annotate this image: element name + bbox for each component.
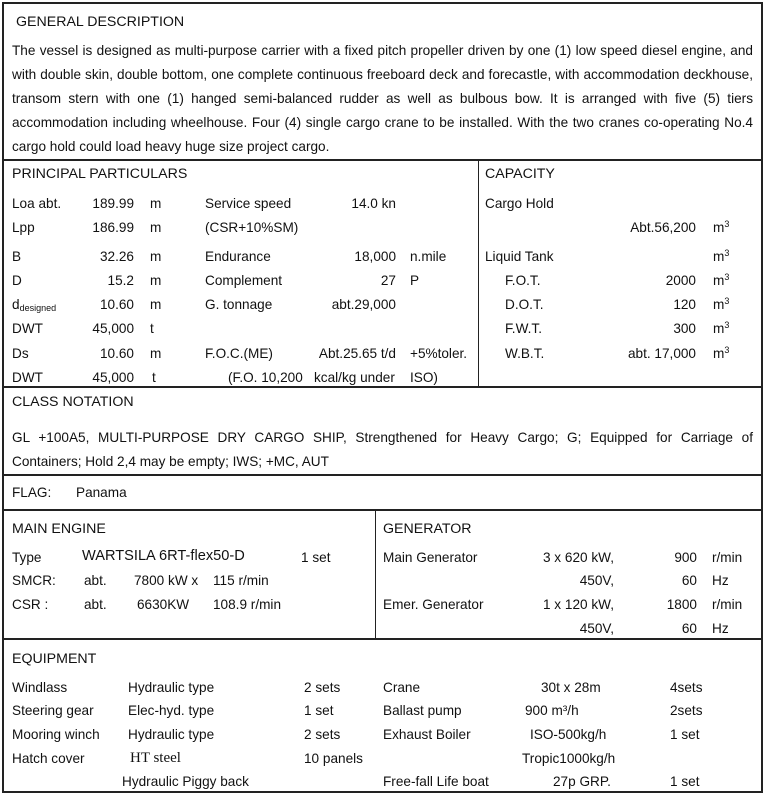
dwt-value: 45,000: [92, 321, 134, 336]
liquid-tank-unit: $m^3$: [713, 248, 730, 264]
main-generator-rpm-unit: r/min: [712, 550, 743, 565]
b-unit: m: [150, 249, 162, 264]
foc-tolerance: +5%toler.: [410, 346, 468, 361]
csr-rpm: 108.9 r/min: [213, 597, 282, 612]
hatch-cover-label: Hatch cover: [12, 751, 85, 766]
lpp-label: Lpp: [12, 220, 35, 235]
smcr-power: 7800 kW x: [134, 573, 199, 588]
d-label: D: [12, 273, 22, 288]
foc-label: F.O.C.(ME): [205, 346, 273, 361]
main-engine-heading: MAIN ENGINE: [12, 521, 106, 537]
section-divider: [478, 159, 479, 386]
endurance-value: 18,000: [354, 249, 396, 264]
class-notation-text: GL +100A5, MULTI-PURPOSE DRY CARGO SHIP, Strengthened for Heavy Cargo; G; Equipped for Carriage of Containers; Hold 2,4 may be empty; IWS; +MC, AUT: [12, 430, 753, 469]
generator-heading: GENERATOR: [383, 521, 472, 537]
lifeboat-qty: 1 set: [670, 774, 700, 789]
dot-value: 120: [673, 297, 696, 312]
smcr-label: SMCR:: [12, 573, 56, 588]
main-generator-hz: 60: [681, 573, 697, 588]
class-notation-heading: CLASS NOTATION: [12, 394, 134, 410]
complement-unit: P: [410, 273, 420, 288]
crane-qty: 4sets: [670, 680, 703, 695]
crane-spec: 30t x 28m: [541, 680, 601, 695]
dwt-label: DWT: [12, 321, 43, 336]
ballast-pump-qty: 2sets: [670, 703, 703, 718]
d-value: 15.2: [107, 273, 134, 288]
lifeboat-label: Free-fall Life boat: [383, 774, 489, 789]
lpp-value: 186.99: [92, 220, 134, 235]
capacity-heading: CAPACITY: [485, 166, 555, 182]
steering-gear-label: Steering gear: [12, 703, 94, 718]
steering-gear-qty: 1 set: [304, 703, 334, 718]
service-speed-value: 14.0 kn: [351, 196, 396, 211]
smcr-rpm: 115 r/min: [213, 573, 269, 588]
endurance-unit: n.mile: [410, 249, 447, 264]
csr-label: CSR :: [12, 597, 49, 612]
exhaust-boiler-label: Exhaust Boiler: [383, 727, 471, 742]
d-designed-main: d: [12, 297, 20, 312]
d-designed-value: 10.60: [99, 297, 134, 312]
emergency-generator-rpm: 1800: [666, 597, 697, 612]
windlass-label: Windlass: [12, 680, 68, 695]
service-speed-note: (CSR+10%SM): [205, 220, 299, 235]
d-designed-unit: m: [150, 297, 162, 312]
flag-value: Panama: [76, 485, 127, 500]
foc-value: Abt.25.65 t/d: [318, 346, 396, 361]
main-generator-rpm: 900: [674, 550, 697, 565]
d-designed-label: [12, 297, 56, 313]
liquid-tank-label: Liquid Tank: [485, 249, 554, 264]
particulars-capacity-section: [4, 159, 761, 388]
d-unit: m: [150, 273, 162, 288]
crane-label: Crane: [383, 680, 421, 695]
smcr-abt: abt.: [84, 573, 107, 588]
loa-value: 189.99: [92, 196, 134, 211]
section-divider: [375, 509, 376, 638]
csr-power: 6630KW: [137, 597, 190, 612]
cargo-hold-value: Abt.56,200: [630, 220, 696, 235]
main-generator-label: Main Generator: [383, 550, 478, 565]
fo-condition-2: kcal/kg under: [314, 370, 395, 385]
windlass-qty: 2 sets: [304, 680, 341, 695]
csr-abt: abt.: [84, 597, 107, 612]
emergency-generator-spec: 1 x 120 kW,: [542, 597, 614, 612]
general-description-heading: GENERAL DESCRIPTION: [16, 14, 185, 30]
hatch-cover-type: HT steel: [130, 750, 181, 766]
main-generator-spec: 3 x 620 kW,: [542, 550, 614, 565]
emergency-generator-rpm-unit: r/min: [712, 597, 743, 612]
equipment-section: [4, 638, 761, 791]
cargo-hold-label: Cargo Hold: [485, 196, 554, 211]
ds-label: Ds: [12, 346, 29, 361]
principal-particulars-heading: PRINCIPAL PARTICULARS: [12, 166, 188, 182]
b-label: B: [12, 249, 22, 264]
service-speed-label: Service speed: [205, 196, 292, 211]
mooring-winch-label: Mooring winch: [12, 727, 100, 742]
b-value: 32.26: [99, 249, 134, 264]
ds-unit: m: [150, 346, 162, 361]
main-generator-volt: 450V,: [579, 573, 614, 588]
class-notation-section: [4, 386, 761, 476]
fwt-unit: $m^3$: [713, 320, 730, 336]
dwt-unit: t: [150, 321, 154, 336]
exhaust-boiler-spec-2: Tropic1000kg/h: [522, 751, 616, 766]
emergency-generator-hz-unit: Hz: [712, 621, 729, 636]
spec-sheet: [2, 2, 763, 793]
exhaust-boiler-spec: ISO-500kg/h: [530, 727, 607, 742]
d-designed-sub: designed: [19, 303, 57, 313]
complement-value: 27: [380, 273, 396, 288]
dwt-ds-label: DWT: [12, 370, 43, 385]
hatch-cover-qty: 10 panels: [304, 751, 363, 766]
fo-condition-3: ISO): [410, 370, 438, 385]
emergency-generator-volt: 450V,: [579, 621, 614, 636]
lpp-unit: m: [150, 220, 162, 235]
flag-label: FLAG:: [12, 485, 52, 500]
emergency-generator-label: Emer. Generator: [383, 597, 484, 612]
main-generator-hz-unit: Hz: [712, 573, 729, 588]
fwt-label: F.W.T.: [505, 321, 543, 336]
dot-label: D.O.T.: [505, 297, 544, 312]
endurance-label: Endurance: [205, 249, 271, 264]
general-description-section: [4, 4, 761, 161]
dwt-ds-value: 45,000: [92, 370, 134, 385]
flag-section: [4, 474, 761, 511]
engine-type-label: Type: [12, 550, 42, 565]
complement-label: Complement: [205, 273, 283, 288]
mooring-winch-type: Hydraulic type: [128, 727, 215, 742]
wbt-unit: $m^3$: [713, 345, 730, 361]
cargo-hold-unit: $m^3$: [713, 219, 730, 235]
wbt-label: W.B.T.: [505, 346, 545, 361]
gross-tonnage-value: abt.29,000: [331, 297, 396, 312]
engine-generator-section: [4, 509, 761, 640]
gross-tonnage-label: G. tonnage: [205, 297, 273, 312]
exhaust-boiler-qty: 1 set: [670, 727, 700, 742]
dwt-ds-unit: t: [152, 370, 156, 385]
mooring-winch-qty: 2 sets: [304, 727, 341, 742]
lifeboat-spec: 27p GRP.: [553, 774, 611, 789]
fo-condition-1: (F.O. 10,200: [228, 370, 303, 385]
fot-value: 2000: [665, 273, 696, 288]
engine-type-value: WARTSILA 6RT-flex50-D: [82, 548, 245, 564]
wbt-value: abt. 17,000: [627, 346, 696, 361]
hatch-cover-type-2: Hydraulic Piggy back: [122, 774, 249, 789]
ds-value: 10.60: [99, 346, 134, 361]
dot-unit: $m^3$: [713, 296, 730, 312]
fwt-value: 300: [673, 321, 696, 336]
general-description-text: The vessel is designed as multi-purpose carrier with a fixed pitch propeller driven by one (1) low speed diesel engine, and with double skin, double bottom, one complete continuous freeboard deck and forecastle, with accommodation deckhouse, transom stern with one (1) hanged semi-balanced rudder as well as bulbous bow. It is arranged with five (5) tiers accommodation including wheelhouse. Four (4) single cargo crane to be installed. With the two cranes co-operating No.4 cargo hold could load heavy huge size project cargo.: [12, 43, 753, 154]
fot-label: F.O.T.: [505, 273, 541, 288]
fot-unit: $m^3$: [713, 272, 730, 288]
ballast-pump-label: Ballast pump: [383, 703, 462, 718]
loa-unit: m: [150, 196, 162, 211]
engine-type-qty: 1 set: [301, 550, 331, 565]
loa-label: Loa abt.: [12, 196, 62, 211]
steering-gear-type: Elec-hyd. type: [128, 703, 215, 718]
emergency-generator-hz: 60: [681, 621, 697, 636]
equipment-heading: EQUIPMENT: [12, 651, 97, 667]
ballast-pump-spec: 900 m³/h: [525, 703, 579, 718]
windlass-type: Hydraulic type: [128, 680, 215, 695]
